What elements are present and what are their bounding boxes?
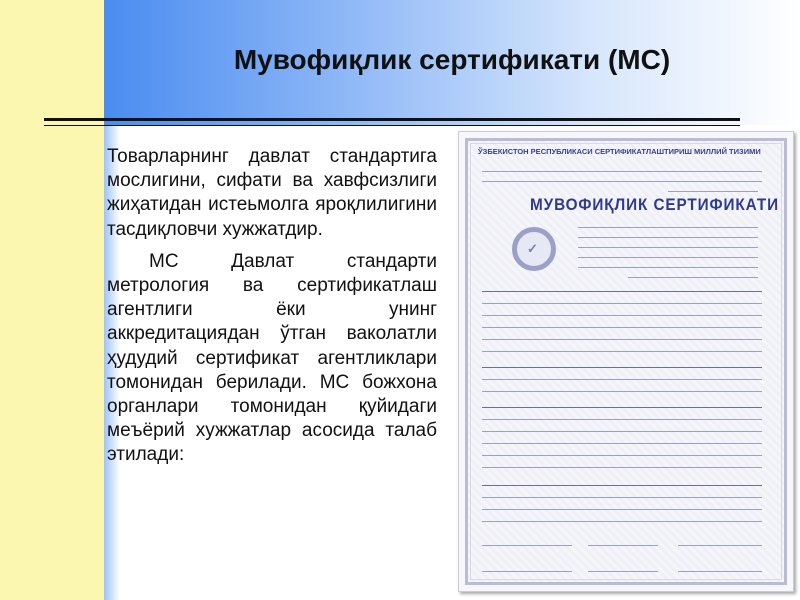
certificate-title: МУВОФИҚЛИК СЕРТИФИКАТИ <box>530 195 779 214</box>
form-line <box>482 315 762 316</box>
signature-line <box>678 571 762 572</box>
seal-mark: ✓ <box>527 241 538 256</box>
form-line <box>482 443 762 444</box>
certification-seal-icon <box>512 227 556 271</box>
signature-line <box>588 571 658 572</box>
form-line <box>482 431 762 432</box>
form-line <box>482 407 762 408</box>
form-line <box>482 181 762 182</box>
slide-title: Мувофиқлик сертификати (МС) <box>233 44 671 75</box>
form-line <box>668 191 758 192</box>
signature-line <box>482 571 572 572</box>
form-line <box>482 509 762 510</box>
form-line <box>482 467 762 468</box>
form-line <box>482 391 762 392</box>
form-line <box>482 379 762 380</box>
title-divider-thick <box>44 118 740 121</box>
form-line <box>578 247 758 248</box>
form-line <box>578 267 758 268</box>
slide-body <box>107 145 437 476</box>
signature-line <box>678 545 762 546</box>
signature-line <box>482 545 572 546</box>
certificate-frame <box>465 138 787 585</box>
form-line <box>482 351 762 352</box>
form-line <box>482 303 762 304</box>
form-line <box>482 497 762 498</box>
certificate-header: ЎЗБЕКИСТОН РЕСПУБЛИКАСИ СЕРТИФИКАТЛАШТИРИШ МИЛЛИЙ ТИЗИМИ <box>478 147 761 156</box>
form-line <box>578 237 758 238</box>
title-divider-thin <box>44 125 740 126</box>
left-decorative-strip <box>0 0 104 600</box>
paragraph-issuer: МС Давлат стандарти метрология ва сертификатлаш агентлиги ёки унинг аккредитациядан ўтган ваколатли ҳудудий сертификат агентликлари томонидан берилади. МС божхона органлари томонидан қуйидаги меъёрий хужжатлар асосида талаб этилади: <box>107 250 437 466</box>
form-line <box>482 367 762 368</box>
form-line <box>482 291 762 292</box>
certificate-image <box>458 131 794 592</box>
form-line <box>482 485 762 486</box>
form-line <box>482 455 762 456</box>
form-line <box>482 419 762 420</box>
paragraph-definition: Товарларнинг давлат стандартига мослигини, сифати ва хавфсизлиги жиҳатидан истеьмолга яроқлилигини тасдиқловчи хужжатдир. <box>107 146 437 240</box>
signature-line <box>588 545 658 546</box>
form-line <box>482 521 762 522</box>
form-line <box>628 277 758 278</box>
form-line <box>482 171 762 172</box>
form-line <box>482 327 762 328</box>
form-line <box>578 257 758 258</box>
form-line <box>578 227 758 228</box>
form-line <box>482 339 762 340</box>
